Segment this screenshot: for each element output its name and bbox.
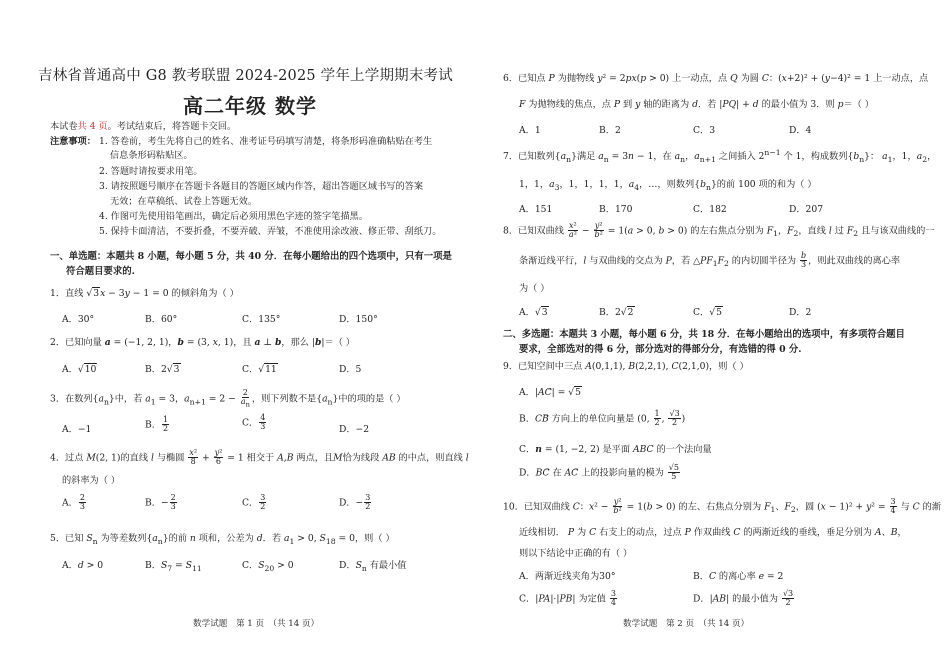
q4-option-b: B．− $\frac{2}{3}$ <box>145 493 176 512</box>
q2-option-b: B．2√3 <box>145 364 180 375</box>
question-10: 10．已知双曲线 C：x² − $\frac{\text{y²}}{\text{b²}}$ = 1(b > 0) 的左、右焦点分别为 $F_1$、$F_2$，圆 (x − 1)² + y² = $\frac{3}{4}$ 与 C 的渐 <box>503 497 941 516</box>
question-4: 4．过点 M(2, 1)的直线 l 与椭圆 $\frac{\text{x²}}{8}$ + $\frac{\text{y²}}{6}$ = 1 相交于 A,B 两点，且M恰为线段 AB 的中点，则直线 l <box>50 448 469 467</box>
notice-item: 2. 答题时请按要求用笔。 <box>99 166 203 177</box>
q8-option-b: B．2√2 <box>599 307 634 318</box>
question-10-cont: 近线相切． P 为 C 右支上的动点，过点 P 作双曲线 C 的两渐近线的垂线，垂足分别为 A、B， <box>519 527 907 538</box>
section1-heading-cont: 符合题目要求的. <box>66 266 135 277</box>
q3-option-a: A．−1 <box>62 424 92 435</box>
notice-item: 无效；在草稿纸、试卷上答题无效。 <box>110 196 257 207</box>
question-9: 9．已知空间中三点 A(0,1,1), B(2,2,1), C(2,1,0)，则（ ） <box>503 361 749 372</box>
q9-option-b: B．CB⃗ 方向上的单位向量是 (0, $\frac{1}{2}$ , $\frac{√3}{2}$ ) <box>519 409 686 428</box>
section2-heading: 二、多选题：本题共 3 小题，每小题 6 分，共 18 分．在每小题给出的选项中，有多项符合题目 <box>503 329 905 340</box>
q7-option-b: B．170 <box>599 204 633 215</box>
question-8: 8．已知双曲线 $\frac{\text{x²}}{\text{a²}}$ − $\frac{\text{y²}}{\text{b²}}$ = 1(a > 0, b > 0) 的左右焦点分别为 $F_1$，$F_2$，直线 l 过 $F_2$ 且与该双曲线的一 <box>503 221 935 240</box>
q5-option-a: A．d > 0 <box>62 560 104 571</box>
question-3: 3．在数列$\{a_n\}$中，若 $a_1 = 3$，$a_{n+1} = 2$ − $\frac{2}{a_n}$ ，则下列数不是$\{a_n\}$中的项的是（ ） <box>50 388 406 409</box>
page-footer-left: 数学试题 第 1 页 （共 14 页） <box>193 619 320 629</box>
q6-option-b: B．2 <box>599 125 621 136</box>
q4-option-c: C． $\frac{3}{2}$ <box>242 493 266 512</box>
exam-subtitle: 高二年级 数学 <box>183 94 317 118</box>
q1-option-c: C．135° <box>242 314 281 325</box>
section2-heading-cont: 要求，全部选对的得 6 分，部分选对的得部分分，有选错的得 0 分. <box>519 344 802 355</box>
q6-option-c: C．3 <box>693 125 716 136</box>
q7-option-d: D．207 <box>789 204 824 215</box>
q4-option-a: A． $\frac{2}{3}$ <box>62 493 85 512</box>
q9-option-d: D．BC⃗ 在 AC⃗ 上的投影向量的模为 $\frac{√5}{5}$ <box>519 463 679 482</box>
q7-option-c: C．182 <box>693 204 727 215</box>
question-8-cont: 条渐近线平行，l 与双曲线的交点为 P，若 $\triangle PF_1F_2$ 的内切圆半径为 $\frac{b}{3}$ ，则此双曲线的离心率 <box>519 251 901 270</box>
notice-heading: 注意事项： <box>50 136 96 147</box>
question-7: 7．已知数列$\{a_n\}$满足 $a_n = 3n - 1$，在 $a_n$，$a_{n+1}$ 之间插入 $2^{n-1}$ 个 1，构成数列$\{b_n\}$： $a_1$，1，$a_2$， <box>503 148 937 164</box>
pages-notice: 本试卷共 4 页。考试结束后，将答题卡交回。 <box>50 121 237 132</box>
q6-option-d: D．4 <box>789 125 812 136</box>
q2-option-c: C．√11 <box>242 364 277 375</box>
q8-option-a: A．√3 <box>519 307 548 318</box>
notice-item: 信息条形码粘贴区。 <box>110 150 193 161</box>
q4-option-d: D．− $\frac{3}{2}$ <box>339 493 371 512</box>
question-10-cont2: 则以下结论中正确的有（ ） <box>519 548 633 559</box>
notice-item: 1. 答卷前，考生先将自己的姓名、准考证号码填写清楚，将条形码准确粘贴在考生 <box>99 136 433 147</box>
q3-option-b: B． $\frac{1}{2}$ <box>145 415 169 434</box>
q2-option-d: D．5 <box>339 364 362 375</box>
q5-option-c: C．$S_{20} > 0$ <box>242 560 294 573</box>
exam-title: 吉林省普通高中 G8 教考联盟 2024-2025 学年上学期期末考试 <box>38 68 453 84</box>
question-5: 5．已知 $S_n$ 为等差数列$\{a_n\}$的前 n 项和，公差为 d．若 $a_1 > 0$, $S_{18} = 0$，则（ ） <box>50 533 395 546</box>
question-7-cont: 1，1，$a_3$，1，1，1，1，$a_4$，…，则数列$\{b_n\}$的前 100 项的和为（ ） <box>519 179 817 192</box>
q10-option-c: C．|PA|·|PB| 为定值 $\frac{3}{4}$ <box>519 589 616 608</box>
q1-option-b: B．60° <box>145 314 178 325</box>
question-1: 1．直线 √3x − 3y − 1 = 0 的倾斜角为（ ） <box>50 288 239 299</box>
notice-item: 5. 保持卡面清洁，不要折叠，不要弄破、弄皱，不准使用涂改液、修正带、刮纸刀。 <box>99 226 442 237</box>
q3-option-c: C． $\frac{4}{3}$ <box>242 413 266 432</box>
q3-option-d: D．−2 <box>339 424 370 435</box>
q9-option-a: A．|AC⃗| = √5 <box>519 387 581 398</box>
question-4-cont: 的斜率为（ ） <box>62 475 121 486</box>
q8-option-c: C．√5 <box>693 307 722 318</box>
q5-option-d: D．$S_n$ 有最小值 <box>339 560 407 573</box>
question-8-cont2: 为（ ） <box>519 283 550 294</box>
section1-heading: 一、单选题：本题共 8 小题，每小题 5 分，共 40 分．在每小题给出的四个选项中，只有一项是 <box>50 251 452 262</box>
q10-option-a: A．两渐近线夹角为30° <box>519 571 616 582</box>
question-6: 6．已知点 P 为抛物线 y² = 2px(p > 0) 上一动点，点 Q 为圆 C：(x+2)² + (y−4)² = 1 上一动点，点 <box>503 73 929 84</box>
q9-option-c: C．n = (1, −2, 2) 是平面 ABC 的一个法向量 <box>519 444 712 455</box>
q10-option-b: B．C 的离心率 e = 2 <box>693 571 784 582</box>
page-footer-right: 数学试题 第 2 页 （共 14 页） <box>623 619 750 629</box>
notice-item: 3. 请按照题号顺序在答题卡各题目的答题区域内作答，超出答题区域书写的答案 <box>99 181 424 192</box>
q6-option-a: A．1 <box>519 125 541 136</box>
q5-option-b: B．$S_7 = S_{11}$ <box>145 560 202 573</box>
question-6-cont: F 为抛物线的焦点，点 P 到 y 轴的距离为 d．若 |PQ| + d 的最小值为 3．则 p＝（ ） <box>519 99 874 110</box>
q10-option-d: D．|AB| 的最小值为 $\frac{√3}{2}$ <box>693 589 794 608</box>
q1-option-d: D．150° <box>339 314 378 325</box>
q7-option-a: A．151 <box>519 204 553 215</box>
notice-item: 4. 作图可先使用铅笔画出，确定后必须用黑色字迹的签字笔描黑。 <box>99 211 368 222</box>
question-2: 2．已知向量 a = (−1, 2, 1)，b = (3, x, 1)，且 a ⊥ b，那么 |b|＝（ ） <box>50 337 355 348</box>
q8-option-d: D．2 <box>789 307 812 318</box>
q2-option-a: A．√10 <box>62 364 97 375</box>
q1-option-a: A．30° <box>62 314 95 325</box>
